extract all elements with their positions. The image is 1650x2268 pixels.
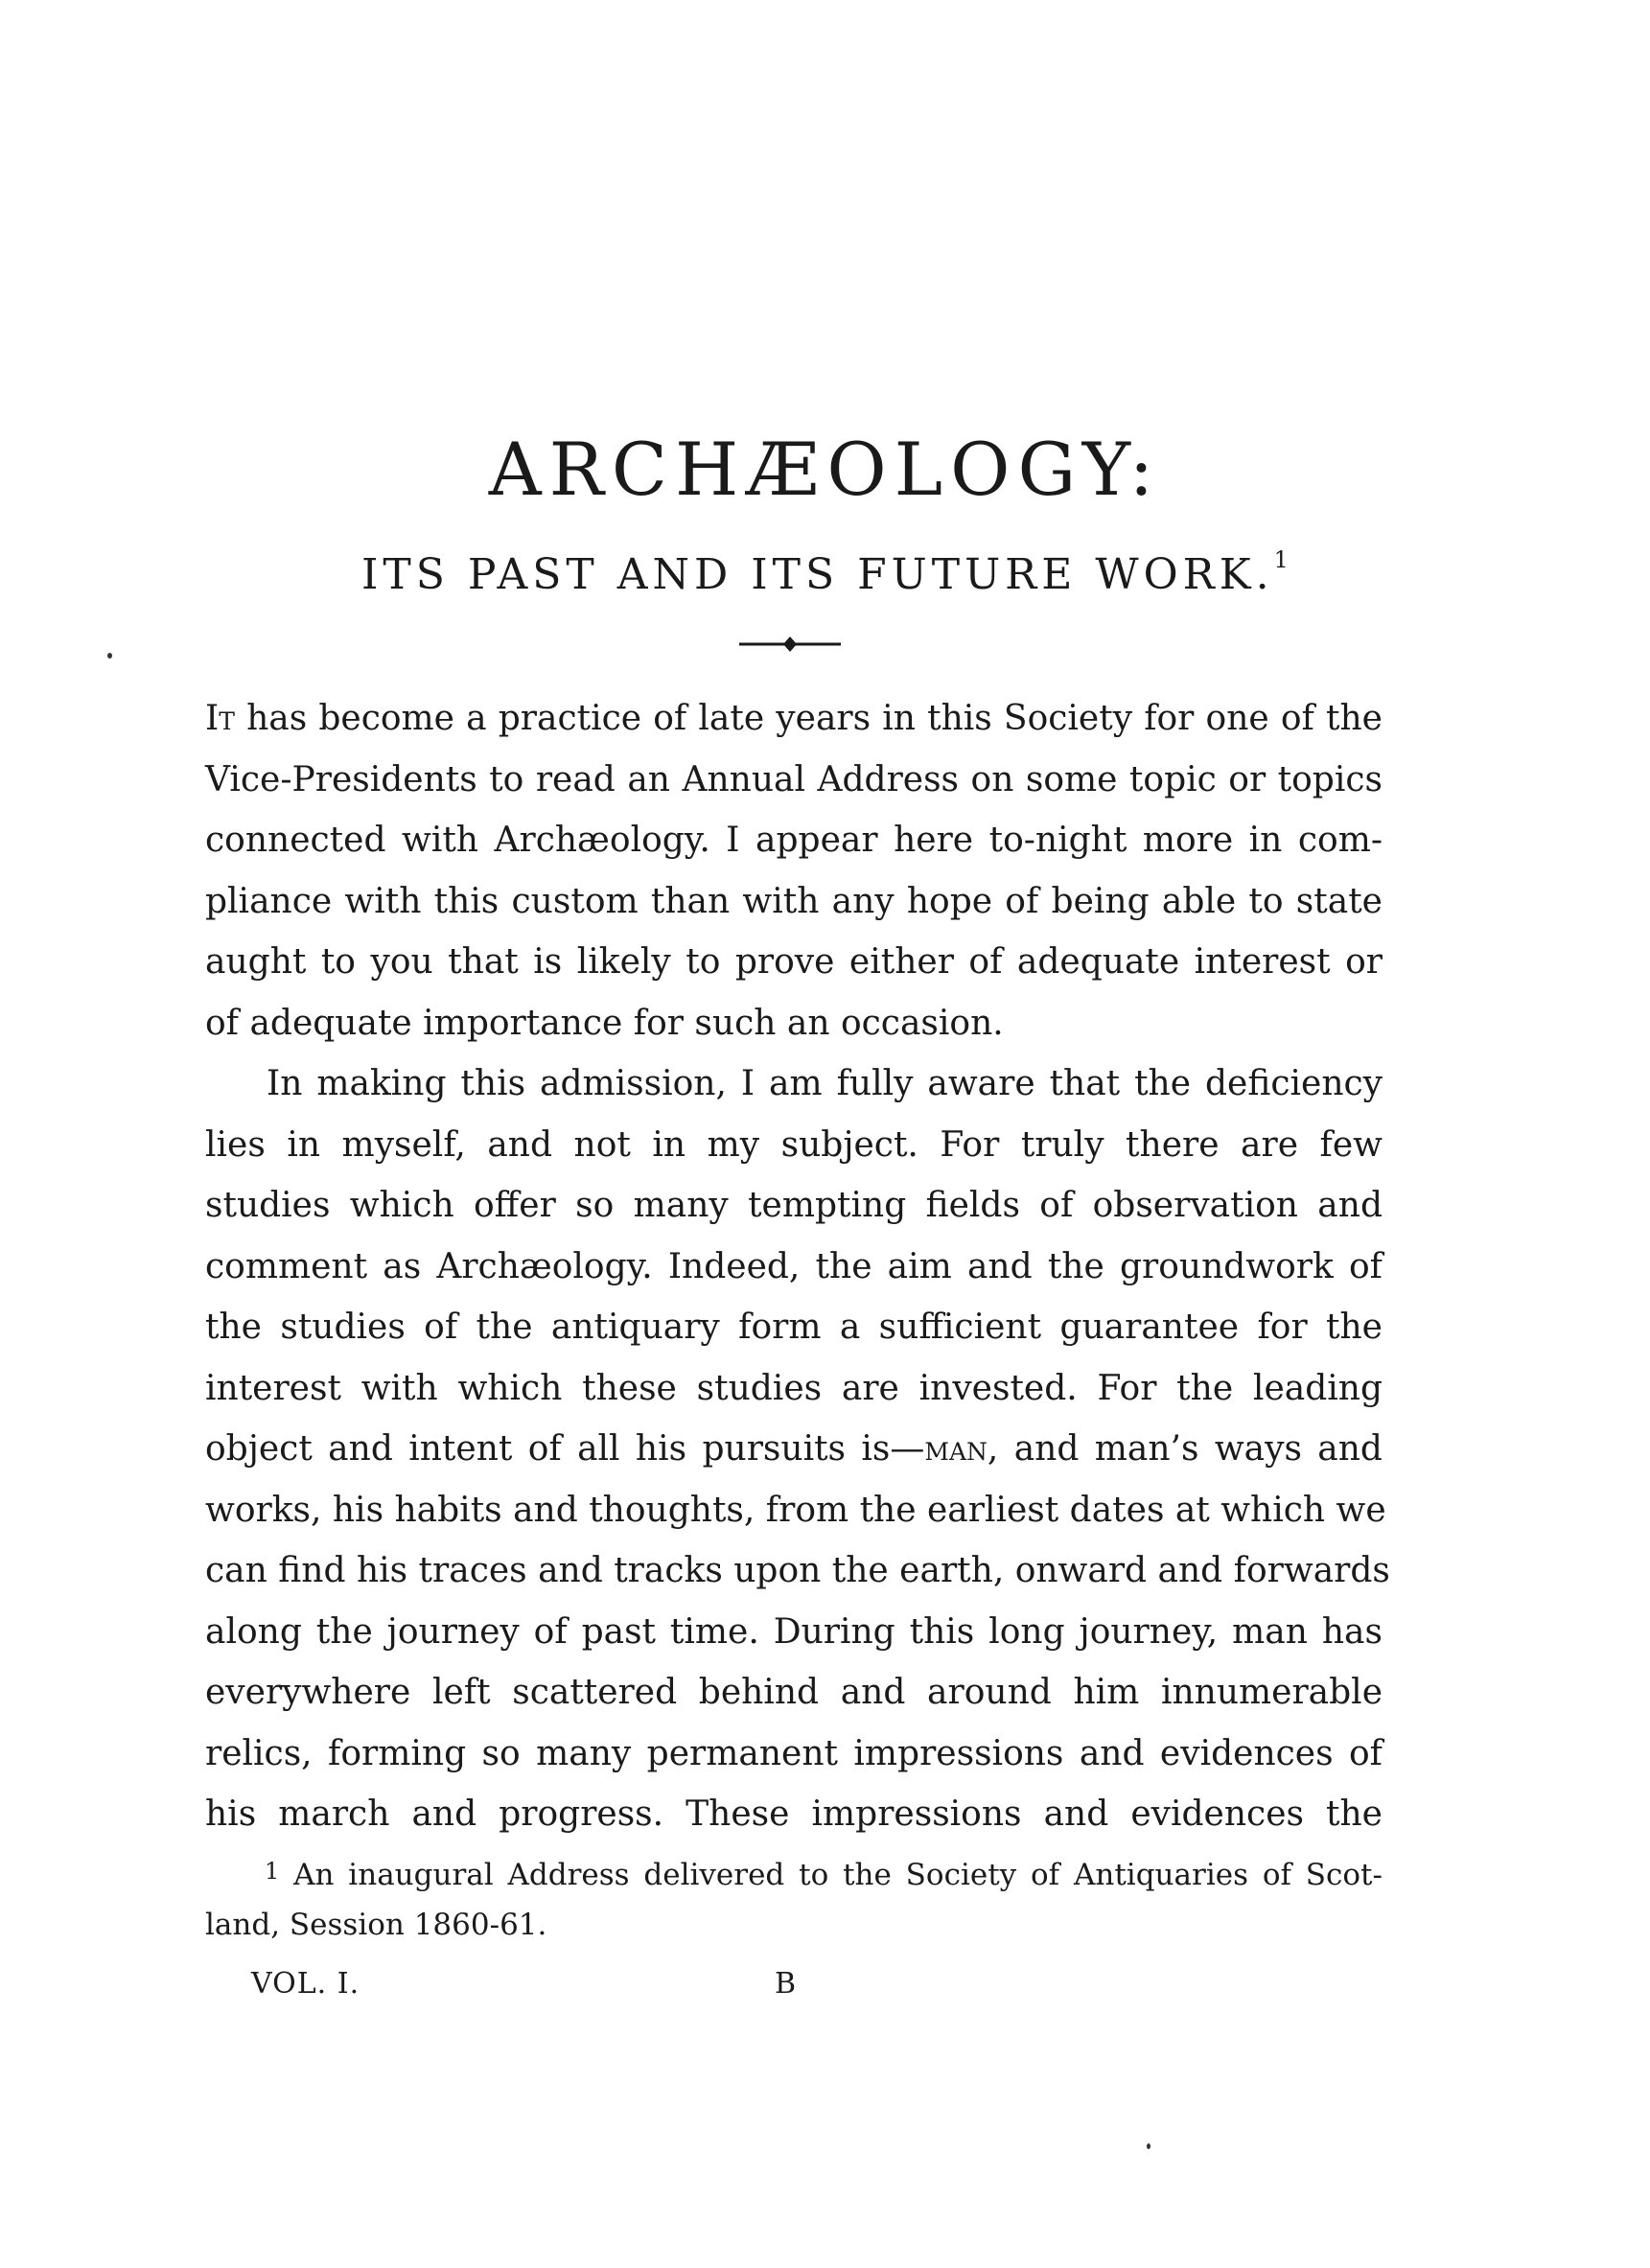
text-line: relics, forming so many permanent impressions and evidences of [205, 1733, 1383, 1773]
text-line: studies which offer so many tempting fields of observation and [205, 1186, 1383, 1225]
main-text [205, 688, 1390, 1845]
footnote-line: $^1$ An inaugural Address delivered to the Society of Antiquaries of Scot- [265, 1858, 1383, 1892]
footnote-line: land, Session 1860-61. [205, 1908, 547, 1942]
paragraph-1 [205, 688, 1383, 1053]
print-speck [1147, 2143, 1150, 2149]
page-title: ARCHÆOLOGY: [488, 427, 1162, 512]
text-line: works, his habits and thoughts, from the earliest dates at which we [205, 1490, 1386, 1530]
text-line: object and intent of all his pursuits is—man, and man’s ways and [205, 1429, 1383, 1469]
footnote-reference: 1 [1273, 546, 1289, 573]
text-line: along the journey of past time. During this long journey, man has [205, 1611, 1383, 1652]
text-line: In making this admission, I am fully aware that the deficiency [267, 1064, 1383, 1103]
text-line: comment as Archæology. Indeed, the aim and the groundwork of [205, 1246, 1383, 1286]
text-line: everywhere left scattered behind and around him innumerable [205, 1673, 1383, 1712]
text-line: can find his traces and tracks upon the earth, onward and forwards [205, 1551, 1390, 1590]
text-line: aught to you that is likely to prove either of adequate interest or [205, 942, 1383, 982]
page-subtitle [0, 546, 1650, 599]
text-line: the studies of the antiquary form a sufficient guarantee for the [205, 1308, 1383, 1347]
dropcap-word: It [205, 699, 235, 738]
text-line: of adequate importance for such an occasion. [205, 1003, 1004, 1043]
text-line: connected with Archæology. I appear here to-night more in com- [205, 821, 1383, 860]
subtitle-text: ITS PAST AND ITS FUTURE WORK. [361, 550, 1274, 599]
volume-label: VOL. I. [251, 1967, 360, 2001]
diamond-rule-ornament [737, 634, 843, 655]
footnote [205, 1850, 1383, 1950]
signature-mark: B [775, 1967, 797, 2001]
text-line: pliance with this custom than with any hope of being able to state [205, 881, 1383, 921]
text-line: Vice-Presidents to read an Annual Address on some topic or topics [205, 759, 1383, 799]
text-line: It has become a practice of late years in this Society for one of the [205, 699, 1383, 738]
text-line: interest with which these studies are invested. For the leading [205, 1368, 1383, 1408]
print-speck [107, 653, 112, 659]
footnote-number: 1 [265, 1858, 280, 1885]
text-line: his march and progress. These impressions and evidences the [205, 1794, 1383, 1834]
small-caps-word: man [924, 1429, 988, 1469]
text-line: lies in myself, and not in my subject. For truly there are few [205, 1124, 1383, 1165]
page-signature-line [0, 1967, 1650, 2005]
paragraph-2 [205, 1053, 1390, 1845]
